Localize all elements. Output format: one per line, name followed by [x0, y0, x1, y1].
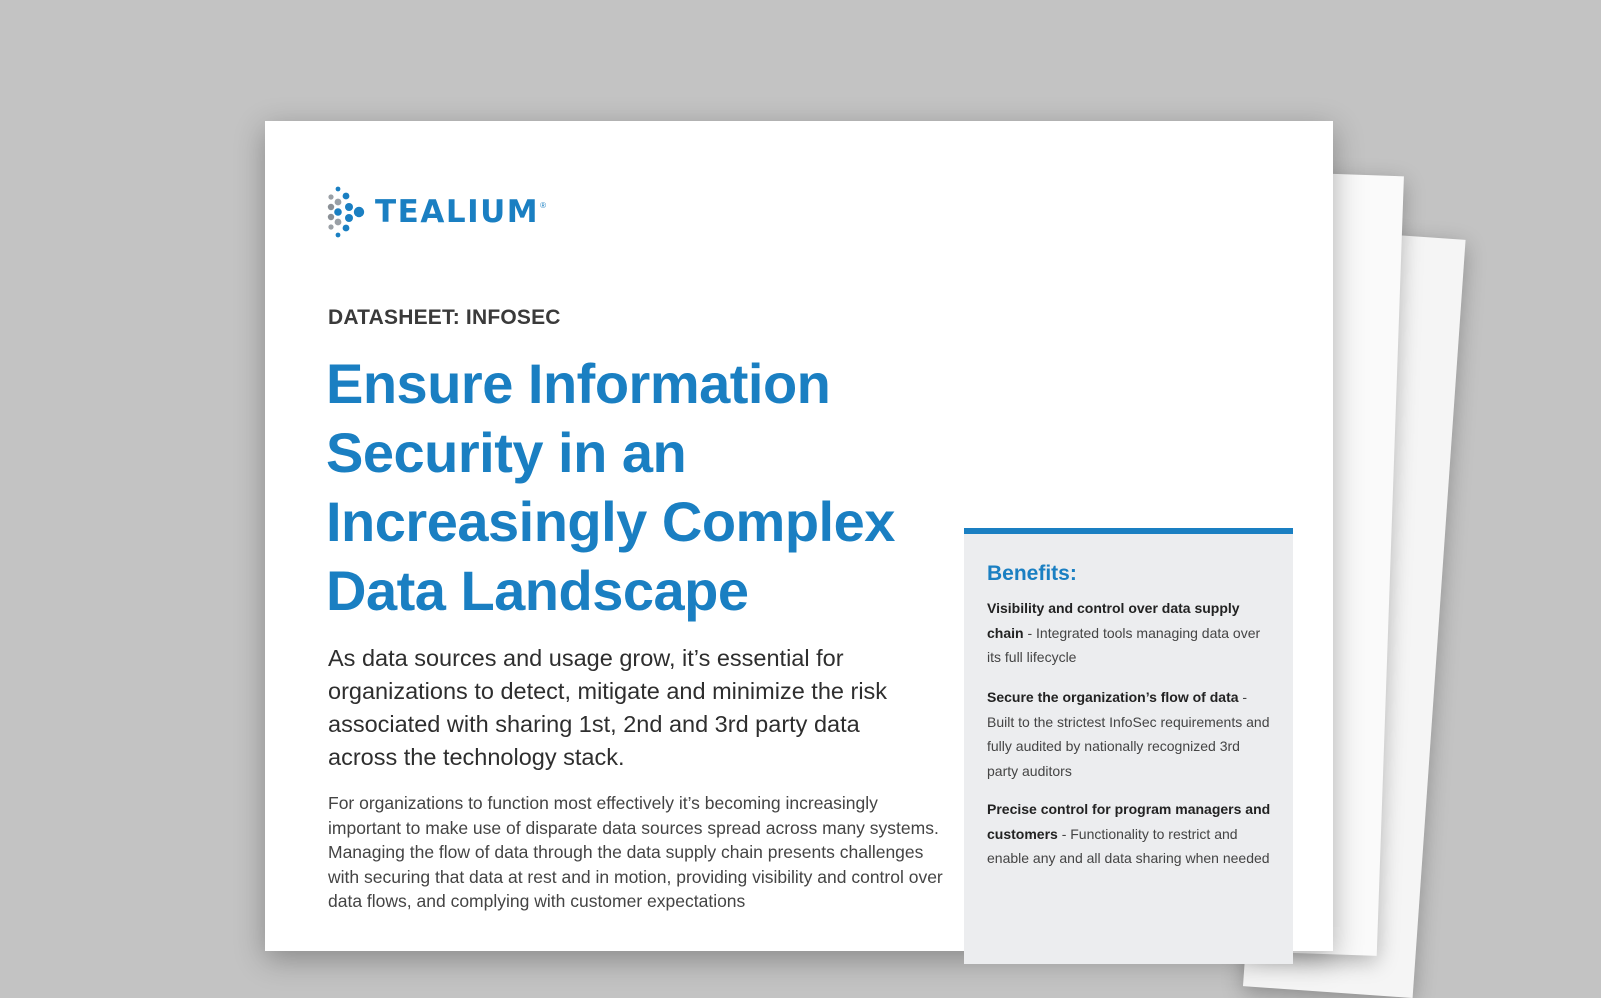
logo-trademark: ® [540, 201, 547, 210]
tealium-logo-mark-icon [327, 183, 367, 241]
benefit-heading: Precise control for program managers and customers [987, 801, 1271, 842]
lead-paragraph: As data sources and usage grow, it’s essential for organizations to detect, mitigate and minimize the risk associated with sharing 1st, 2nd and 3rd party data across the technology stack. [328, 645, 888, 770]
benefit-item [987, 797, 1271, 871]
datasheet-page [265, 121, 1333, 951]
benefit-text: - Integrated tools managing data over its full lifecycle [987, 624, 1261, 665]
benefit-heading: Visibility and control over data supply chain [987, 600, 1240, 641]
benefits-title: Benefits: [987, 562, 1077, 585]
tealium-logo [327, 183, 546, 241]
benefit-heading: Secure the organization’s flow of data [987, 689, 1239, 705]
benefits-panel [964, 528, 1293, 964]
benefit-item [987, 685, 1271, 783]
document-headline: Ensure Information Security in an Increasingly Complex Data Landscape [326, 352, 895, 622]
benefit-text: - Functionality to restrict and enable any and all data sharing when needed [987, 825, 1270, 866]
body-paragraph: For organizations to function most effectively it’s becoming increasingly important to make use of disparate data sources spread across many systems. Managing the flow of data through the data supply chain presents challenges with securing that data at rest and in motion, providing visibility and control over data flows, and complying with customer expectations [328, 793, 943, 911]
document-category-label: DATASHEET: INFOSEC [328, 306, 561, 329]
logo-wordmark: TEALIUM [375, 193, 540, 230]
benefit-item [987, 596, 1271, 670]
benefit-text: - Built to the strictest InfoSec requirements and fully audited by nationally recognized 3rd party auditors [987, 689, 1270, 779]
